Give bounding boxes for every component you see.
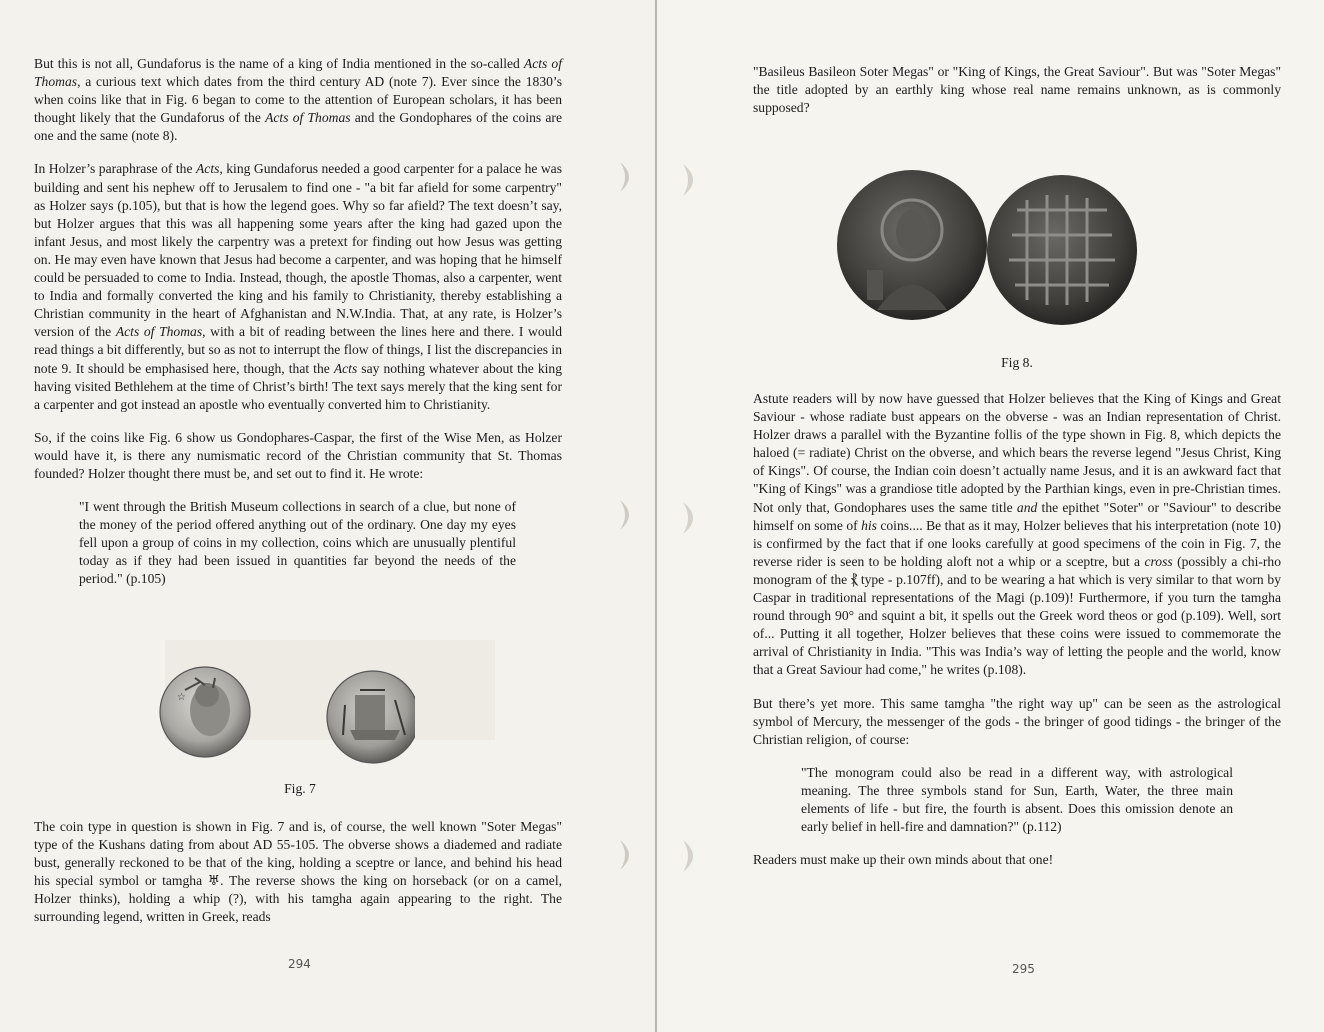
right-paragraph-3: But there’s yet more. This same tamgha "the right way up" can be seen as the astrological symbol of Mercury, the messenger of the gods - the bringer of good tidings - the bringer of the Christian religion, of course: [753, 695, 1281, 747]
right-text-top [753, 63, 1281, 132]
fig7-coins [155, 660, 415, 780]
right-blockquote: "The monogram could also be read in a different way, with astrological meaning. The three symbols stand for Sun, Earth, Water, the three main elements of life - but fire, the fourth is absent. Does this omission denote an early belief in hell-fire and damnation?" (p.112) [801, 764, 1233, 835]
right-paragraph-4: Readers must make up their own minds about that one! [753, 852, 1054, 868]
binder-hole-shadow [679, 838, 701, 872]
binder-hole-shadow [618, 160, 640, 194]
binder-hole-shadow [618, 498, 640, 532]
left-page [0, 0, 657, 1032]
page-number-left: 294 [288, 957, 311, 971]
page-number-right: 295 [1012, 962, 1035, 976]
binder-hole-shadow [679, 500, 701, 534]
right-text-main [753, 390, 1281, 884]
fig8-label: Fig 8. [1001, 355, 1033, 370]
right-paragraph-1: "Basileus Basileon Soter Megas" or "King of Kings, the Great Saviour". But was "Soter Megas" the title adopted by an earthly king whose real name remains unknown, as is commonly supposed? [753, 64, 1281, 116]
left-paragraph-1: But this is not all, Gundaforus is the name of a king of India mentioned in the so-called Acts of Thomas, a curious text which dates from the third century AD (note 7). Ever since the 1830’s when coins like that in Fig. 6 began to come to the attention of European scholars, it has been thought likely that the Gundaforus of the Acts of Thomas and the Gondophares of the coins are one and the same (note 8). [34, 56, 562, 144]
right-page [657, 0, 1324, 1032]
left-paragraph-3: So, if the coins like Fig. 6 show us Gondophares-Caspar, the first of the Wise Men, as Holzer would have it, is there any numismatic record of the Christian community that St. Thomas founded? Holzer thought there must be, and set out to find it. He wrote: [34, 429, 562, 481]
fig7-reverse-coin [327, 671, 415, 763]
right-paragraph-2: Astute readers will by now have guessed that Holzer believes that the King of Kings and Great Saviour - whose radiate bust appears on the obverse - was an Indian representation of Christ. Holzer draws a parallel with the Byzantine follis of the type shown in Fig. 8, which depicts the haloed (= radiate) Christ on the obverse, and which bears the reverse legend "Jesus Christ, King of Kings". Of course, the Indian coin doesn’t actually name Jesus, and it is an awkward fact that "King of Kings" was a grandiose title adopted by the Parthian kings, even in pre-Christian times. Not only that, Gondophares uses the same title and the epithet "Soter" or "Saviour" to describe himself on some of his coins.... Be that as it may, Holzer believes that his interpretation (note 10) is confirmed by the fact that if one looks carefully at good specimens of the coin in Fig. 7, the reverse rider is seen to be holding aloft not a whip or a sceptre, but a cross (possibly a chi-rho monogram of the ⳩ type - p.107ff), and to be wearing a hat which is very similar to that worn by Caspar in traditional representations of the Magi (p.109)! Furthermore, if you turn the tamgha round through 90° and squint a bit, it spells out the Greek word theos or god (p.109). Well, sort of... Putting it all together, Holzer believes that these coins were issued to commemorate the arrival of Christianity in India. "This was India’s way of letting the people and the world, know that a Great Saviour had come," he writes (p.108). [753, 391, 1281, 678]
fig8-reverse-coin [987, 175, 1137, 325]
left-blockquote: "I went through the British Museum collections in search of a clue, but none of the money of the period offered anything out of the ordinary. One day my eyes fell upon a group of coins in my collection, coins which are unusually plentiful today as if they had been issued in quantities far beyond the needs of the period." (p.105) [79, 499, 516, 587]
fig7-obverse-coin [160, 667, 250, 757]
chi-rho-symbol: ⳩ [850, 571, 858, 588]
binder-hole-shadow [679, 162, 701, 196]
left-paragraph-4: The coin type in question is shown in Fig. 7 and is, of course, the well known "Soter Megas" type of the Kushans dating from about AD 55-105. The obverse shows a diademed and radiate bust, generally reckoned to be that of the king, holding a sceptre or lance, and behind his head his special symbol or tamgha ♅. The reverse shows the king on horseback (or on a camel, Holzer thinks), holding a whip (?), with his tamgha again appearing to the right. The surrounding legend, written in Greek, reads [34, 819, 563, 925]
left-text-upper [34, 55, 562, 604]
fig8-obverse-coin [837, 170, 987, 320]
fig8-coins [837, 160, 1137, 340]
tamgha-symbol: ♅ [207, 873, 221, 890]
left-paragraph-2: In Holzer’s paraphrase of the Acts, king Gundaforus needed a good carpenter for a palace he was building and sent his nephew off to Jerusalem to find one - "a bit far afield for some carpentry" as Holzer says (p.105), but that is how the legend goes. Why so far afield? The text doesn’t say, but Holzer argues that this was all happening some years after the king had gazed upon the infant Jesus, and most likely the carpentry was a pretext for finding out how Jesus was getting on. He may even have known that Jesus had become a carpenter, and was hoping that he himself could be persuaded to come to India. Instead, though, the apostle Thomas, also a carpenter, went to India and formally converted the king and his family to Christianity, thereby establishing a Christian community in the heart of Afghanistan and N.W.India. That, at any rate, is Holzer’s version of the Acts of Thomas, with a bit of reading between the lines here and there. I would read things a bit differently, but so as not to interrupt the flow of things, I list the discrepancies in note 9. It should be emphasised here, though, that the Acts say nothing whatever about the king having visited Bethlehem at the time of Christ’s birth! The text says merely that the king sent for a carpenter and got instead an apostle who eventually converted him to Christianity. [34, 161, 563, 412]
binder-hole-shadow [618, 838, 640, 872]
left-text-lower [34, 818, 562, 942]
svg-text:☆: ☆ [177, 692, 186, 703]
fig7-label: Fig. 7 [284, 781, 316, 796]
